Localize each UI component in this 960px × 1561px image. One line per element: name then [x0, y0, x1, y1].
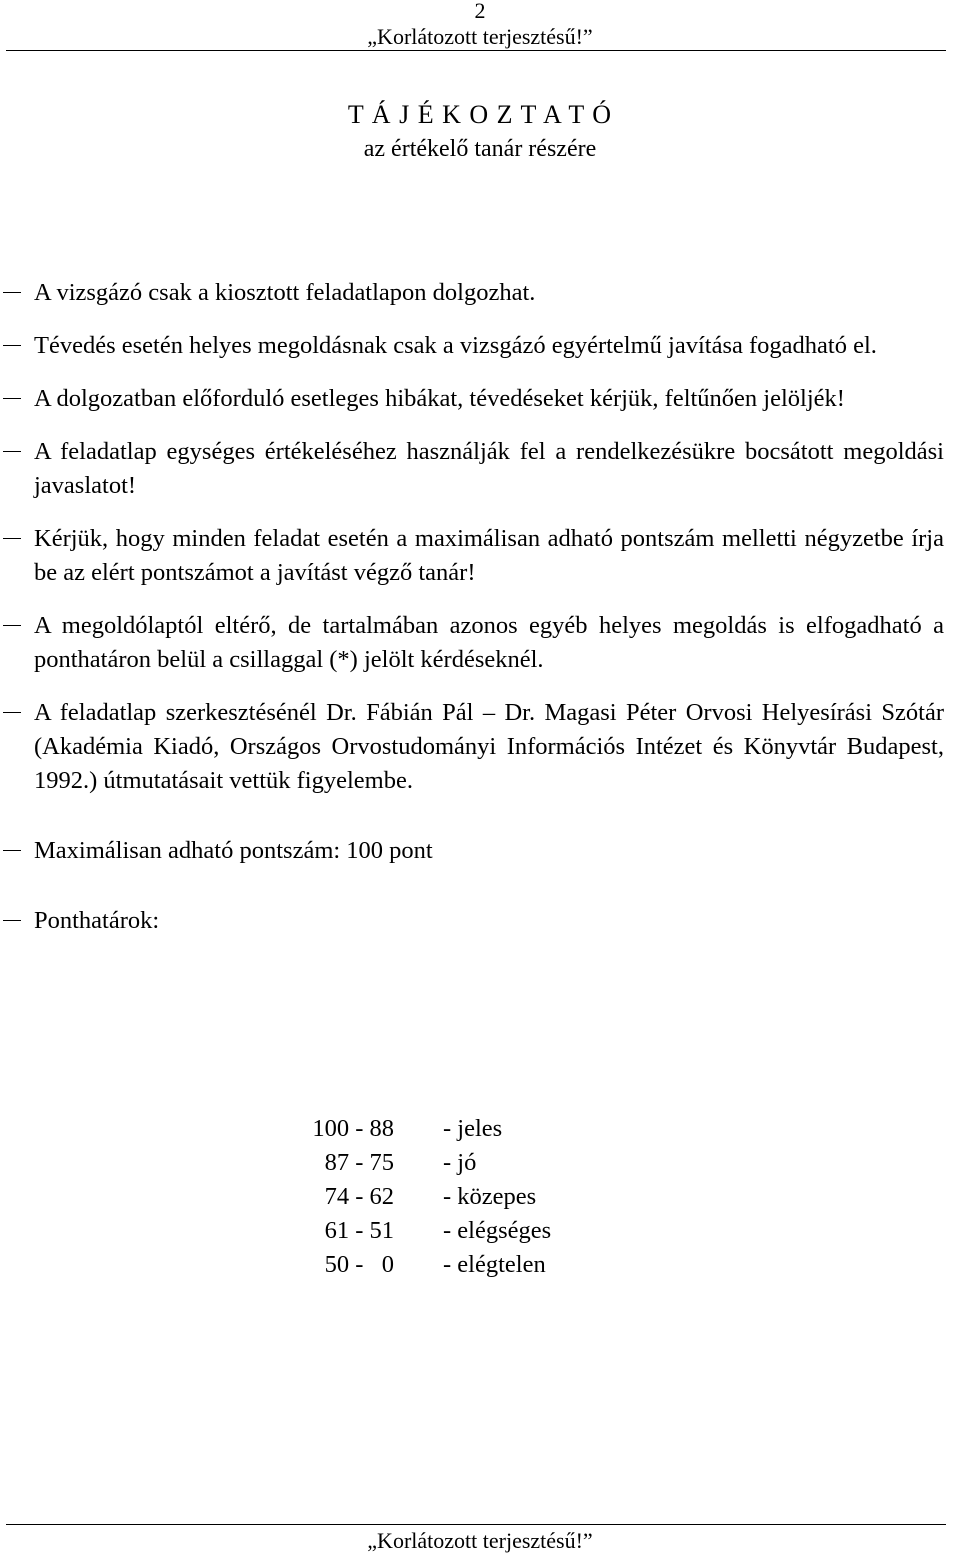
dash-bullet-icon: [3, 538, 21, 539]
list-item: [0, 522, 960, 590]
document-subtitle: az értékelő tanár részére: [363, 136, 597, 162]
list-item: [0, 696, 960, 798]
grade-label: - elégséges: [443, 1217, 552, 1244]
list-item-text: Tévedés esetén helyes megoldásnak csak a vizsgázó egyértelmű javítása fogadható el.: [34, 332, 877, 359]
list-item-text: A dolgozatban előforduló esetleges hibákat, tévedéseket kérjük, feltűnően jelöljék!: [34, 385, 845, 412]
dash-bullet-icon: [3, 625, 21, 626]
dash-bullet-icon: [3, 850, 21, 851]
dash-bullet-icon: [3, 712, 21, 713]
list-item-text: A megoldólaptól eltérő, de tartalmában azonos egyéb helyes megoldás is elfogadható a ponthatáron belül a csillaggal (*) jelölt kérdéseknél.: [34, 612, 944, 673]
grade-label: - jeles: [443, 1115, 503, 1142]
grade-label: - elégtelen: [443, 1251, 546, 1278]
grade-thresholds-table: [292, 1112, 551, 1282]
list-item-text: A feladatlap egységes értékeléséhez használják fel a rendelkezésükre bocsátott megoldási javaslatot!: [34, 438, 944, 499]
list-item-text: Kérjük, hogy minden feladat esetén a maximálisan adható pontszám melletti négyzetbe írja be az elért pontszámot a javítást végző tanár!: [34, 525, 944, 586]
footer-rule: [6, 1524, 946, 1525]
list-item: [0, 329, 960, 363]
dash-bullet-icon: [3, 398, 21, 399]
grade-label: - közepes: [443, 1183, 537, 1210]
grade-range: 50 - 0: [324, 1251, 394, 1278]
list-item-text: A feladatlap szerkesztésénél Dr. Fábián Pál – Dr. Magasi Péter Orvosi Helyesírási Szótár (Akadémia Kiadó, Országos Orvostudományi Információs Intézet és Könyvtár Budapest, 1992.) útmutatásait vettük figyelembe.: [34, 699, 944, 794]
grade-range: 74 - 62: [324, 1183, 394, 1210]
table-row: [292, 1180, 551, 1214]
table-row: [292, 1112, 551, 1146]
dash-bullet-icon: [3, 292, 21, 293]
page-number: 2: [474, 0, 486, 23]
table-row: [292, 1248, 551, 1282]
list-item: [0, 435, 960, 503]
list-item: [0, 276, 960, 310]
grade-range: 87 - 75: [324, 1149, 394, 1176]
list-item: [0, 834, 960, 868]
dash-bullet-icon: [3, 451, 21, 452]
header-rule: [6, 50, 946, 51]
list-item-text: Ponthatárok:: [34, 907, 160, 934]
grade-label: - jó: [443, 1149, 477, 1176]
list-item: [0, 382, 960, 416]
footer-distribution-notice: „Korlátozott terjesztésű!”: [367, 1528, 593, 1553]
table-row: [292, 1146, 551, 1180]
instruction-list: [0, 276, 960, 938]
list-item-text: A vizsgázó csak a kiosztott feladatlapon dolgozhat.: [34, 279, 536, 306]
header-distribution-notice: „Korlátozott terjesztésű!”: [367, 24, 593, 49]
dash-bullet-icon: [3, 345, 21, 346]
grade-range: 100 - 88: [312, 1115, 394, 1142]
dash-bullet-icon: [3, 920, 21, 921]
list-item-text: Maximálisan adható pontszám: 100 pont: [34, 837, 433, 864]
grade-range: 61 - 51: [324, 1217, 394, 1244]
table-row: [292, 1214, 551, 1248]
list-item: [0, 904, 960, 938]
document-title: T Á J É K O Z T A T Ó: [347, 100, 613, 129]
list-item: [0, 609, 960, 677]
